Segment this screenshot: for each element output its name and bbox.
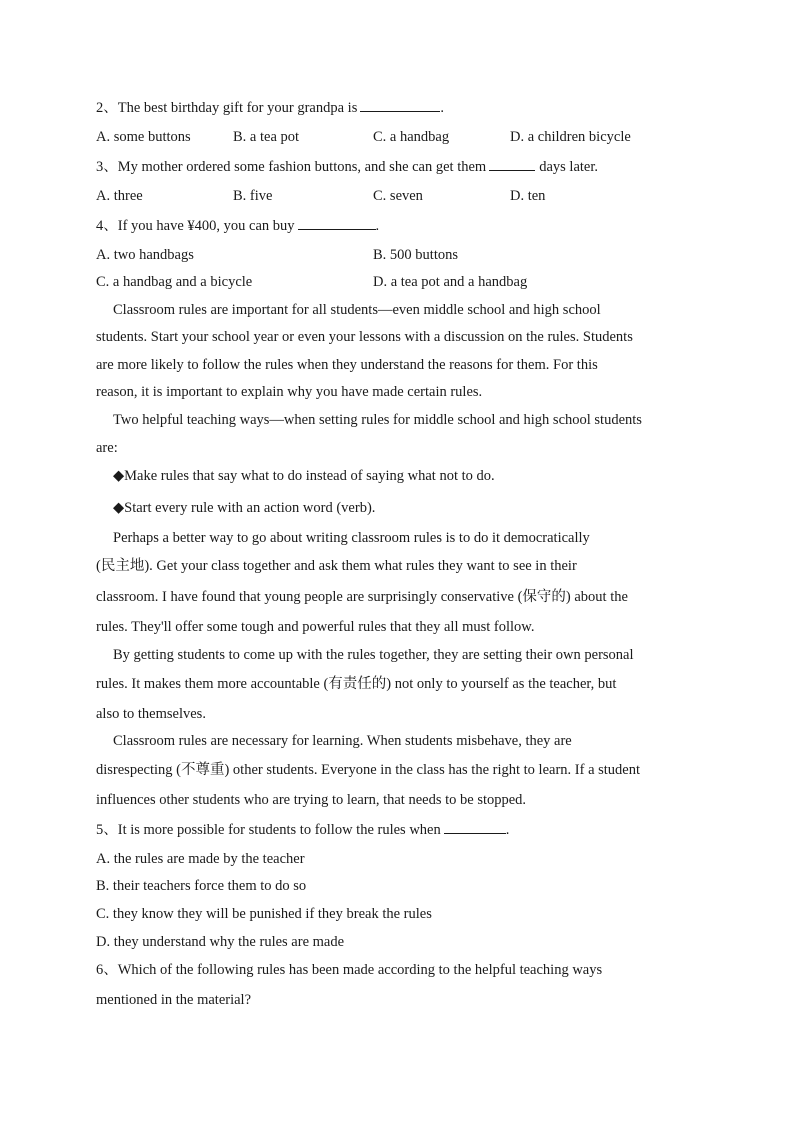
option-c: C. a handbag: [373, 129, 450, 145]
passage-line: are:: [96, 440, 118, 456]
question-4-stem: 4、If you have ¥400, you can buy .: [96, 218, 380, 234]
option-d: D. ten: [510, 188, 546, 204]
answer-blank: [298, 216, 376, 230]
passage-line: students. Start your school year or even your lessons with a discussion on the rules. Students: [96, 329, 633, 345]
passage-line: rules. They'll offer some tough and powerful rules that they all must follow.: [96, 619, 535, 635]
passage-line: also to themselves.: [96, 706, 206, 722]
option-d: D. they understand why the rules are made: [96, 934, 345, 950]
passage-line: classroom. I have found that young people are surprisingly conservative (保守的) about the: [96, 589, 628, 605]
answer-blank: [360, 98, 440, 112]
option-a: A. three: [96, 188, 143, 204]
passage-line: (民主地). Get your class together and ask them what rules they want to see in their: [96, 558, 577, 574]
answer-blank: [489, 157, 535, 171]
option-b: B. their teachers force them to do so: [96, 878, 307, 894]
option-c: C. they know they will be punished if they break the rules: [96, 906, 432, 922]
option-a: A. the rules are made by the teacher: [96, 851, 305, 867]
option-c: C. seven: [373, 188, 423, 204]
passage-line: Perhaps a better way to go about writing classroom rules is to do it democratically: [113, 530, 590, 546]
passage-line: Classroom rules are necessary for learning. When students misbehave, they are: [113, 733, 572, 749]
passage-line: Two helpful teaching ways—when setting rules for middle school and high school students: [113, 412, 642, 428]
option-a: A. two handbags: [96, 247, 194, 263]
passage-line: influences other students who are trying to learn, that needs to be stopped.: [96, 792, 527, 808]
option-c: C. a handbag and a bicycle: [96, 274, 253, 290]
bullet-item: ◆Make rules that say what to do instead of saying what not to do.: [113, 468, 495, 484]
option-b: B. a tea pot: [233, 129, 300, 145]
question-3-stem: 3、My mother ordered some fashion buttons, and she can get them days later.: [96, 159, 599, 175]
answer-blank: [444, 820, 506, 834]
question-6-stem-continued: mentioned in the material?: [96, 992, 252, 1008]
passage-line: reason, it is important to explain why you have made certain rules.: [96, 384, 483, 400]
question-6-stem: 6、Which of the following rules has been made according to the helpful teaching ways: [96, 962, 603, 978]
passage-line: rules. It makes them more accountable (有责任的) not only to yourself as the teacher, but: [96, 676, 617, 692]
passage-line: disrespecting (不尊重) other students. Everyone in the class has the right to learn. If a student: [96, 762, 641, 778]
passage-line: Classroom rules are important for all students—even middle school and high school: [113, 302, 601, 318]
question-2-stem: 2、The best birthday gift for your grandpa is .: [96, 100, 444, 116]
bullet-item: ◆Start every rule with an action word (verb).: [113, 500, 376, 516]
passage-line: are more likely to follow the rules when they understand the reasons for them. For this: [96, 357, 598, 373]
option-a: A. some buttons: [96, 129, 191, 145]
passage-line: By getting students to come up with the rules together, they are setting their own personal: [113, 647, 634, 663]
option-b: B. 500 buttons: [373, 247, 458, 263]
option-d: D. a tea pot and a handbag: [373, 274, 528, 290]
option-d: D. a children bicycle: [510, 129, 631, 145]
question-5-stem: 5、It is more possible for students to follow the rules when .: [96, 822, 510, 838]
option-b: B. five: [233, 188, 273, 204]
